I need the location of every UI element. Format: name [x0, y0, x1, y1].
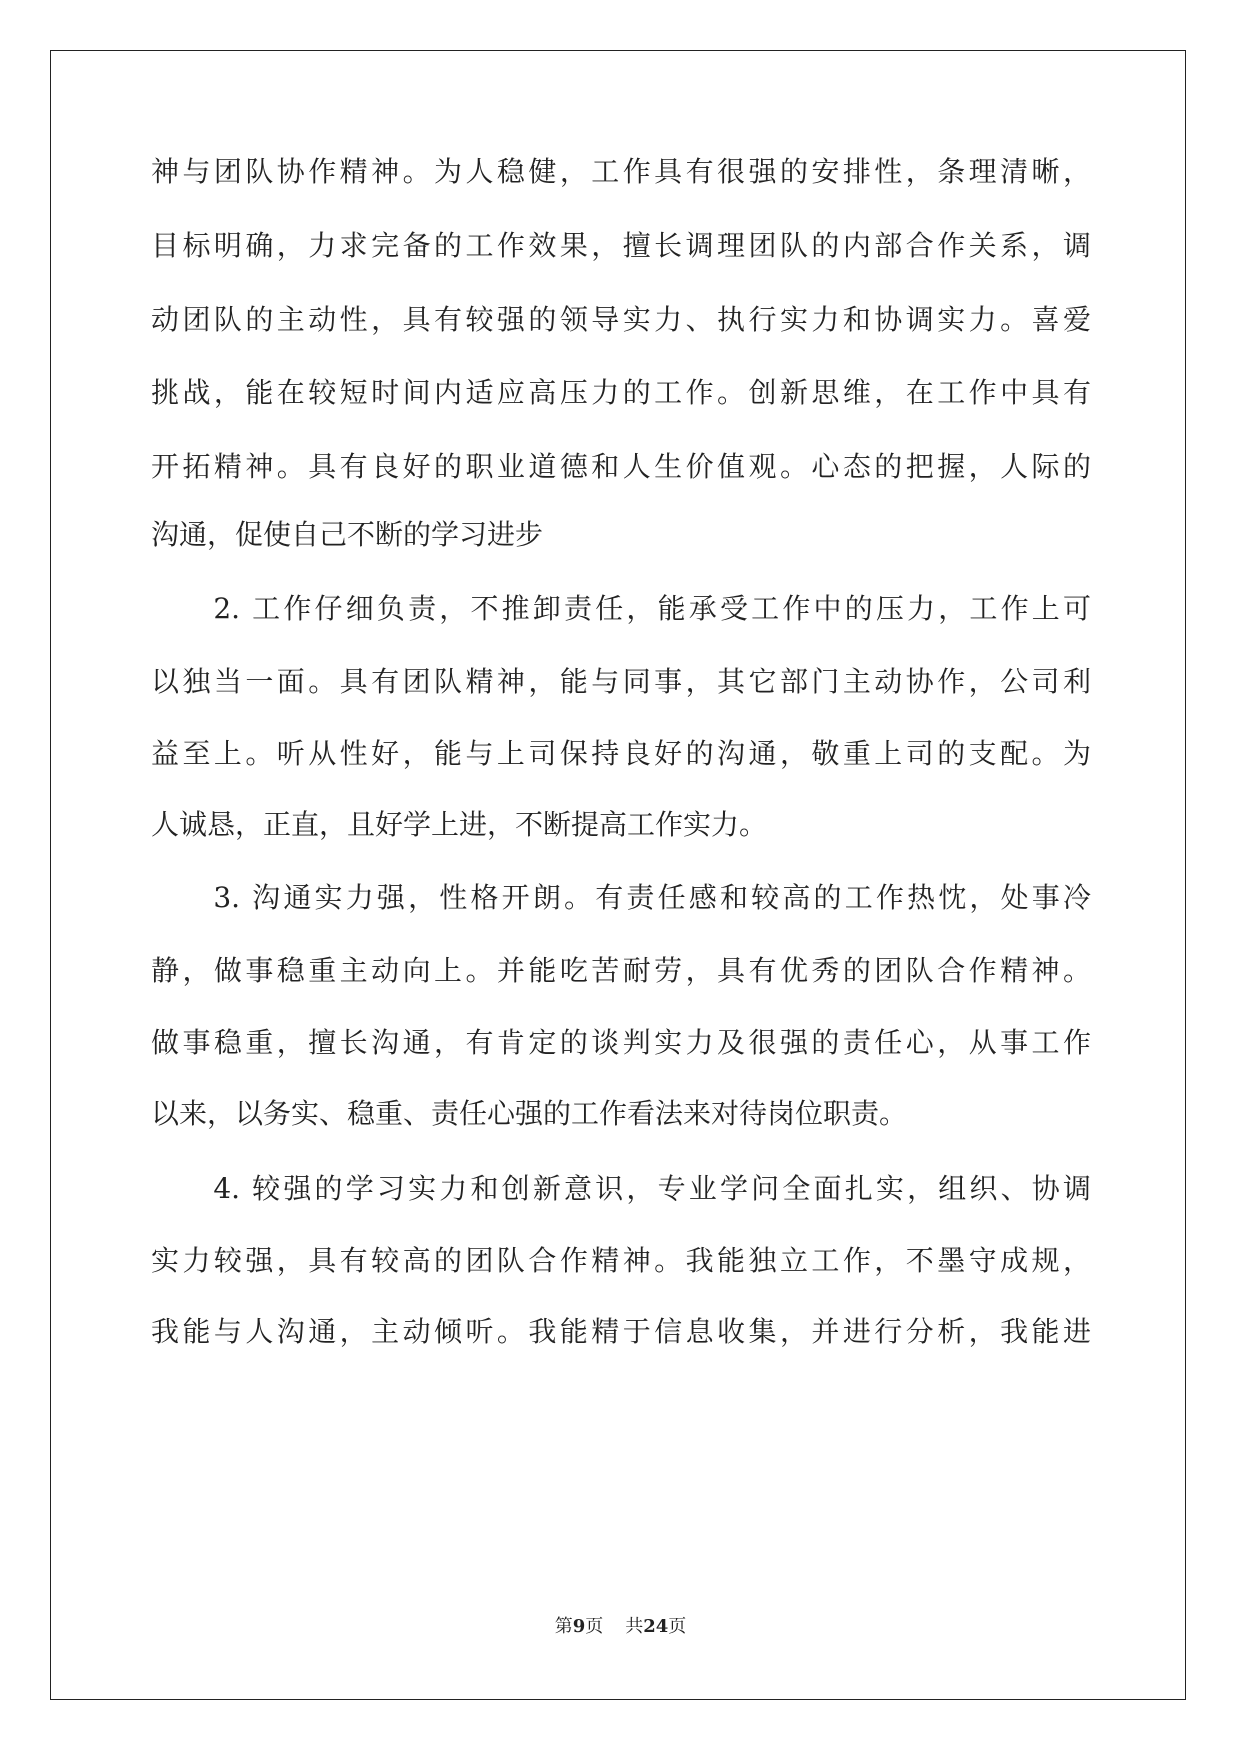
body-text-line: 2. 工作仔细负责，不推卸责任，能承受工作中的压力，工作上可 — [151, 592, 1091, 625]
total-prefix: 共 — [625, 1616, 644, 1637]
body-text-line: 益至上。听从性好，能与上司保持良好的沟通，敬重上司的支配。为 — [151, 737, 1091, 770]
body-text-line: 以独当一面。具有团队精神，能与同事，其它部门主动协作，公司利 — [151, 665, 1091, 698]
total-pages: 24 — [643, 1616, 669, 1637]
body-text-line: 实力较强，具有较高的团队合作精神。我能独立工作，不墨守成规， — [151, 1244, 1091, 1277]
body-text-line: 我能与人沟通，主动倾听。我能精于信息收集，并进行分析，我能进 — [151, 1315, 1091, 1348]
body-text-line: 人诚恳，正直，且好学上进，不断提高工作实力。 — [151, 808, 768, 841]
body-text-line: 4. 较强的学习实力和创新意识，专业学问全面扎实，组织、协调 — [151, 1172, 1091, 1205]
body-text-line: 以来，以务实、稳重、责任心强的工作看法来对待岗位职责。 — [151, 1097, 908, 1130]
page-number: 9 — [572, 1616, 586, 1637]
body-text-line: 沟通，促使自己不断的学习进步 — [151, 518, 544, 551]
body-text-line: 动团队的主动性，具有较强的领导实力、执行实力和协调实力。喜爱 — [151, 303, 1091, 336]
body-text-line: 挑战，能在较短时间内适应高压力的工作。创新思维，在工作中具有 — [151, 376, 1091, 409]
body-text-line: 开拓精神。具有良好的职业道德和人生价值观。心态的把握，人际的 — [151, 450, 1091, 483]
total-suffix: 页 — [668, 1616, 687, 1637]
body-text-line: 3. 沟通实力强，性格开朗。有责任感和较高的工作热忱，处事冷 — [151, 881, 1091, 914]
body-text-line: 目标明确，力求完备的工作效果，擅长调理团队的内部合作关系，调 — [151, 229, 1091, 262]
page-suffix: 页 — [585, 1616, 604, 1637]
page-footer — [0, 1614, 1241, 1640]
body-text-line: 静，做事稳重主动向上。并能吃苦耐劳，具有优秀的团队合作精神。 — [151, 954, 1091, 987]
body-text-line: 做事稳重，擅长沟通，有肯定的谈判实力及很强的责任心，从事工作 — [151, 1026, 1091, 1059]
page-prefix: 第 — [554, 1616, 573, 1637]
body-text-line: 神与团队协作精神。为人稳健，工作具有很强的安排性，条理清晰， — [151, 155, 1091, 188]
